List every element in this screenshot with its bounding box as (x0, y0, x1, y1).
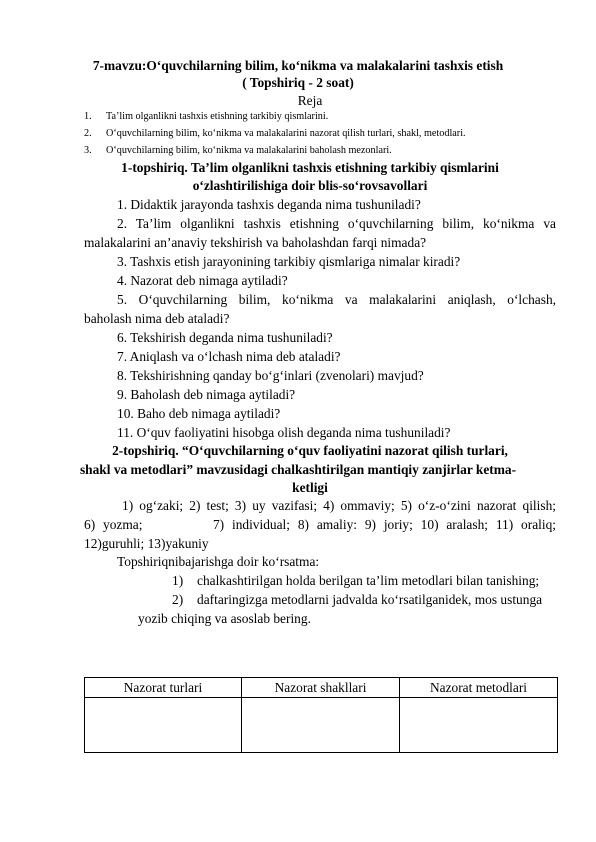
instruction-step-num: 2) (172, 592, 184, 607)
question-item-cont: baholash nima deb ataladi? (84, 311, 230, 326)
plan-item-num: 1. (84, 111, 92, 122)
question-item: 5. O‘quvchilarning bilim, ko‘nikma va malakalarini aniqlash, o‘lchash, (117, 292, 556, 307)
task2-title-end: ketligi (292, 480, 328, 495)
question-item: 10. Baho deb nimaga aytiladi? (117, 406, 281, 421)
instructions-label: Topshiriqnibajarishga doir ko‘rsatma: (117, 554, 320, 569)
question-item-cont: malakalarini an’anaviy tekshirish va baholashdan farqi nimada? (84, 235, 427, 250)
table-header: Nazorat metodlari (400, 678, 558, 698)
document-title: 7-mavzu:O‘quvchilarning bilim, ko‘nikma va malakalarini tashxis etish (92, 58, 504, 73)
question-item: 2. Ta’lim olganlikni tashxis etishning o‘quvchilarning bilim, ko‘nikma va (117, 216, 556, 231)
methods-table (84, 677, 558, 753)
question-item: 9. Baholash deb nimaga aytiladi? (117, 387, 296, 402)
table-cell (85, 698, 242, 753)
document-subtitle: ( Topshiriq - 2 soat) (242, 75, 354, 90)
table-cell (242, 698, 400, 753)
table-cell (400, 698, 558, 753)
task2-title: 2-topshiriq. “O‘quvchilarning o‘quv faoliyatini nazorat qilish turlari, (112, 443, 508, 458)
question-item: 6. Tekshirish deganda nima tushuniladi? (117, 330, 333, 345)
question-item: 7. Aniqlash va o‘lchash nima deb ataladi? (117, 349, 341, 364)
methods-list-end: 12)guruhli; 13)yakuniy (84, 536, 209, 551)
plan-item-text: O‘quvchilarning bilim, ko‘nikma va malakalarini baholash mezonlari. (106, 145, 392, 156)
table-header-row (85, 678, 558, 698)
task2-title-cont: shakl va metodlari” mavzusidagi chalkashtirilgan mantiqiy zanjirlar ketma- (79, 462, 517, 477)
task1-title-cont: o‘zlashtirilishiga doir blis-so‘rovsavollari (192, 178, 428, 193)
plan-item-num: 3. (84, 145, 92, 156)
question-item: 8. Tekshirishning qanday bo‘g‘inlari (zvenolari) mavjud? (117, 368, 424, 383)
table-row (85, 698, 558, 753)
task1-title: 1-topshiriq. Ta’lim olganlikni tashxis etishning tarkibiy qismlarini (121, 160, 499, 175)
plan-label: Reja (297, 93, 323, 108)
question-item: 11. O‘quv faoliyatini hisobga olish deganda nima tushuniladi? (117, 425, 451, 440)
question-item: 3. Tashxis etish jarayonining tarkibiy qismlariga nimalar kiradi? (117, 254, 461, 269)
plan-item-num: 2. (84, 128, 92, 139)
instruction-step-cont: yozib chiqing va asoslab bering. (138, 611, 311, 626)
table-header: Nazorat shakllari (242, 678, 400, 698)
methods-list: 1) og‘zaki; 2) test; 3) uy vazifasi; 4) ommaviy; 5) o‘z-o‘zini nazorat qilish; (122, 498, 556, 513)
instruction-step: chalkashtirilgan holda berilgan ta’lim metodlari bilan tanishing; (197, 573, 540, 588)
plan-item-text: Ta’lim olganlikni tashxis etishning tarkibiy qismlarini. (106, 111, 329, 122)
plan-item-text: O‘quvchilarning bilim, ko‘nikma va malakalarini nazorat qilish turlari, shakl, metodlari. (106, 128, 466, 139)
question-item: 1. Didaktik jarayonda tashxis deganda nima tushuniladi? (117, 197, 421, 212)
methods-list-cont: 6) yozma; 7) individual; 8) amaliy: 9) joriy; 10) aralash; 11) oraliq; (84, 517, 556, 532)
table-header: Nazorat turlari (85, 678, 242, 698)
instruction-step-num: 1) (172, 573, 184, 588)
question-item: 4. Nazorat deb nimaga aytiladi? (117, 273, 288, 288)
instruction-step: daftaringizga metodlarni jadvalda ko‘rsatilganidek, mos ustunga (197, 592, 543, 607)
